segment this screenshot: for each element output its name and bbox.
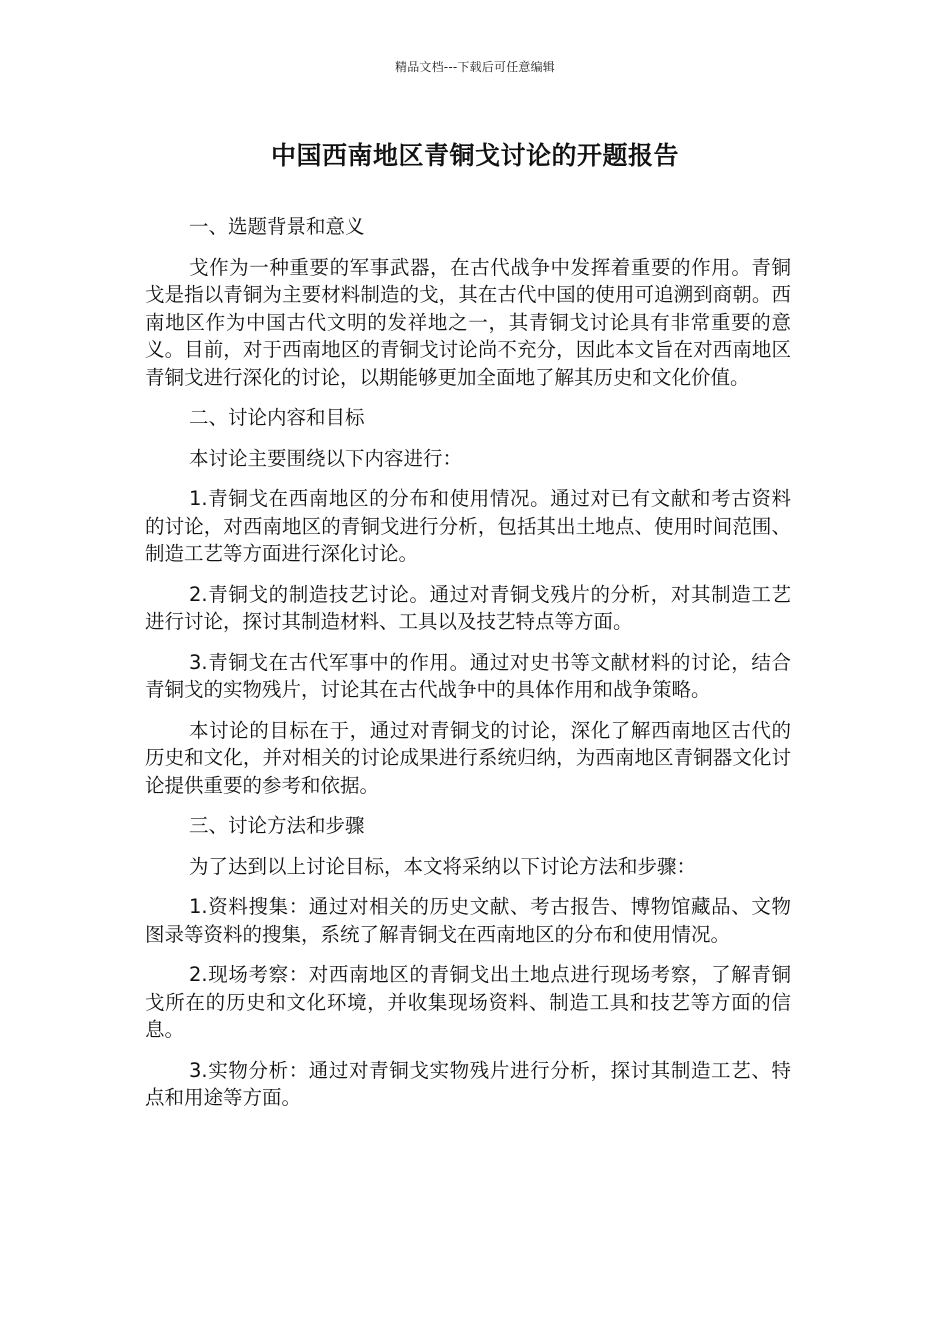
paragraph: 本讨论主要围绕以下内容进行： <box>189 446 463 470</box>
list-item: 2.青铜戈的制造技艺讨论。通过对青铜戈残片的分析，对其制造工艺进行讨论，探讨其制造材料、工具以及技艺特点等方面。 <box>145 582 791 633</box>
section-heading: 一、选题背景和意义 <box>189 215 365 238</box>
paragraph: 戈作为一种重要的军事武器，在古代战争中发挥着重要的作用。青铜戈是指以青铜为主要材料制造的戈，其在古代中国的使用可追溯到商朝。西南地区作为中国古代文明的发祥地之一，其青铜戈讨论具有非常重要的意义。目前，对于西南地区的青铜戈讨论尚不充分，因此本文旨在对西南地区青铜戈进行深化的讨论，以期能够更加全面地了解其历史和文化价值。 <box>145 255 791 389</box>
list-item: 1.资料搜集：通过对相关的历史文献、考古报告、博物馆藏品、文物图录等资料的搜集，系统了解青铜戈在西南地区的分布和使用情况。 <box>145 895 791 946</box>
section-heading: 三、讨论方法和步骤 <box>189 814 365 837</box>
list-item: 1.青铜戈在西南地区的分布和使用情况。通过对已有文献和考古资料的讨论，对西南地区的青铜戈进行分析，包括其出土地点、使用时间范围、制造工艺等方面进行深化讨论。 <box>145 487 791 565</box>
paragraph: 本讨论的目标在于，通过对青铜戈的讨论，深化了解西南地区古代的历史和文化，并对相关的讨论成果进行系统归纳，为西南地区青铜器文化讨论提供重要的参考和依据。 <box>145 718 791 797</box>
list-item: 3.实物分析：通过对青铜戈实物残片进行分析，探讨其制造工艺、特点和用途等方面。 <box>145 1058 791 1109</box>
document-title: 中国西南地区青铜戈讨论的开题报告 <box>270 141 679 170</box>
paragraph: 为了达到以上讨论目标，本文将采纳以下讨论方法和步骤： <box>189 854 697 878</box>
section-heading: 二、讨论内容和目标 <box>189 406 365 429</box>
document-body <box>145 213 791 1125</box>
list-item: 3.青铜戈在古代军事中的作用。通过对史书等文献材料的讨论，结合青铜戈的实物残片，讨论其在古代战争中的具体作用和战争策略。 <box>145 650 791 701</box>
list-item: 2.现场考察：对西南地区的青铜戈出土地点进行现场考察，了解青铜戈所在的历史和文化环境，并收集现场资料、制造工具和技艺等方面的信息。 <box>145 963 791 1041</box>
page-header: 精品文档---下载后可任意编辑 <box>395 60 555 74</box>
